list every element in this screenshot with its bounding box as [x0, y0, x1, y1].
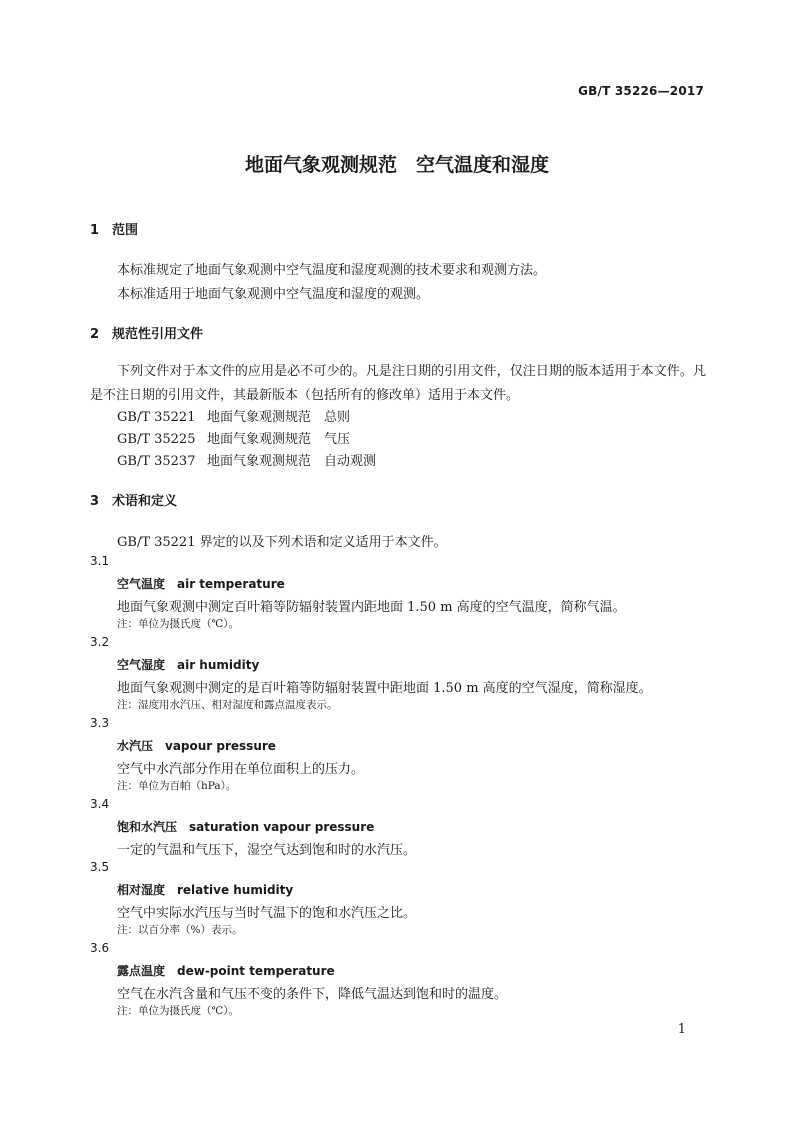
reference-name: 地面气象观测规范 自动观测: [207, 454, 377, 469]
page-number: 1: [677, 1022, 686, 1037]
section-number: 3: [90, 494, 100, 509]
term-title: 饱和水汽压 saturation vapour pressure: [117, 820, 375, 834]
term-definition: 一定的气温和气压下，湿空气达到饱和时的水汽压。: [117, 843, 417, 858]
paragraph: GB/T 35221 界定的以及下列术语和定义适用于本文件。: [117, 535, 447, 550]
term-number: 3.1: [90, 554, 110, 568]
reference-item: [117, 406, 350, 425]
section-heading-scope: [90, 219, 138, 238]
term-title: 水汽压 vapour pressure: [117, 739, 276, 753]
standard-code: GB/T 35226—2017: [578, 84, 704, 98]
paragraph: 本标准规定了地面气象观测中空气温度和湿度观测的技术要求和观测方法。: [117, 263, 547, 278]
term-note: 注：单位为摄氏度（℃）。: [117, 1005, 239, 1017]
section-title: 范围: [112, 223, 139, 238]
reference-item: [117, 450, 376, 469]
term-title: 露点温度 dew-point temperature: [117, 964, 335, 978]
reference-name: 地面气象观测规范 总则: [207, 410, 351, 425]
term-note: 注：以百分率（%）表示。: [117, 924, 243, 936]
section-heading-terms-definitions: [90, 490, 177, 509]
term-definition: 空气中实际水汽压与当时气温下的饱和水汽压之比。: [117, 906, 417, 921]
term-definition: 地面气象观测中测定百叶箱等防辐射装置内距地面 1.50 m 高度的空气温度，简称气温。: [117, 600, 626, 615]
term-number: 3.2: [90, 635, 110, 649]
section-number: 1: [90, 223, 100, 238]
section-heading-normative-references: [90, 323, 203, 342]
section-title: 规范性引用文件: [112, 327, 204, 342]
term-note: 注：单位为摄氏度（℃）。: [117, 618, 239, 630]
term-definition: 空气中水汽部分作用在单位面积上的压力。: [117, 762, 365, 777]
paragraph: 下列文件对于本文件的应用是必不可少的。凡是注日期的引用文件，仅注日期的版本适用于本文件。凡是不注日期的引用文件，其最新版本（包括所有的修改单）适用于本文件。: [90, 364, 706, 403]
document-title: 地面气象观测规范 空气温度和湿度: [244, 154, 549, 176]
reference-code: GB/T 35221: [117, 410, 196, 425]
term-number: 3.4: [90, 797, 110, 811]
paragraph: 本标准适用于地面气象观测中空气温度和湿度的观测。: [117, 287, 430, 302]
term-title: 相对湿度 relative humidity: [117, 883, 294, 897]
term-number: 3.5: [90, 860, 110, 874]
term-title: 空气温度 air temperature: [117, 577, 285, 591]
section-number: 2: [90, 327, 100, 342]
term-title: 空气湿度 air humidity: [117, 658, 260, 672]
reference-code: GB/T 35225: [117, 432, 196, 447]
reference-code: GB/T 35237: [117, 454, 196, 469]
reference-name: 地面气象观测规范 气压: [207, 432, 351, 447]
term-number: 3.3: [90, 716, 110, 730]
term-definition: 地面气象观测中测定的是百叶箱等防辐射装置中距地面 1.50 m 高度的空气湿度，简称湿度。: [117, 681, 652, 696]
reference-item: [117, 428, 350, 447]
term-note: 注：湿度用水汽压、相对湿度和露点温度表示。: [117, 699, 338, 711]
section-title: 术语和定义: [112, 494, 178, 509]
term-definition: 空气在水汽含量和气压不变的条件下，降低气温达到饱和时的温度。: [117, 987, 508, 1002]
term-number: 3.6: [90, 941, 110, 955]
term-note: 注：单位为百帕（hPa）。: [117, 780, 237, 792]
